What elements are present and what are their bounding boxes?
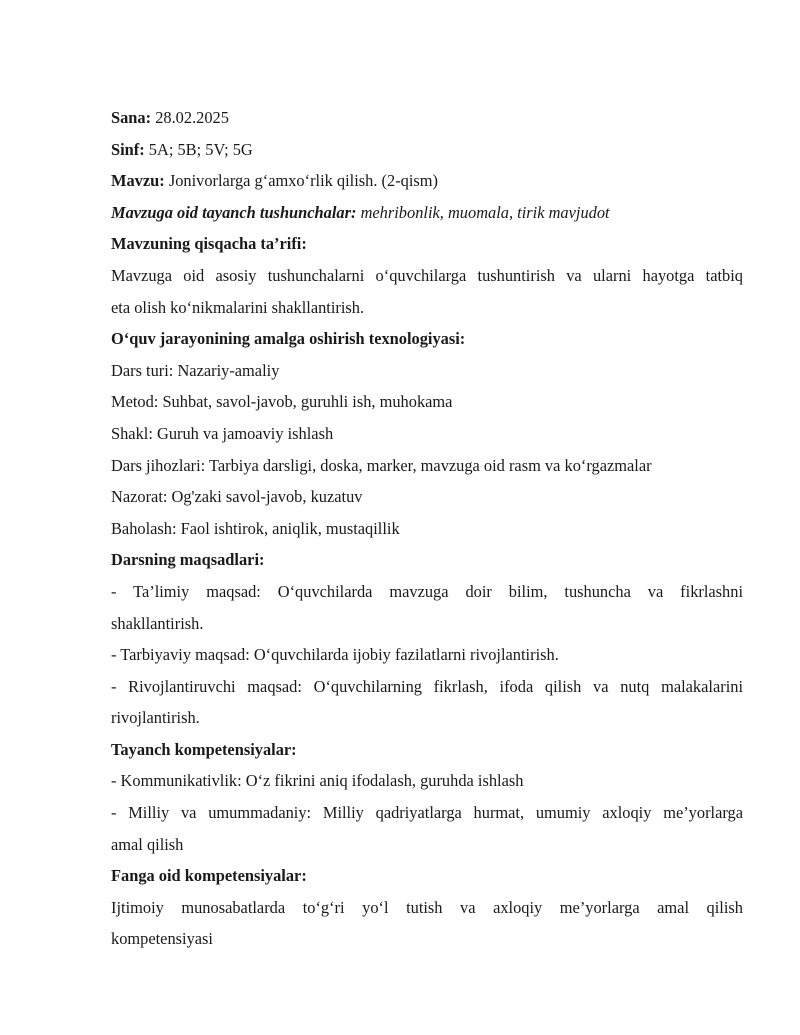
technology-heading: O‘quv jarayonining amalga oshirish texnologiyasi:: [111, 329, 466, 349]
technology-item-method: Metod: Suhbat, savol-javob, guruhli ish, muhokama: [111, 392, 453, 412]
goal-developmental-line-1: - Rivojlantiruvchi maqsad: O‘quvchilarning fikrlash, ifoda qilish va nutq malakalarini: [111, 676, 743, 696]
competency-national-line-2: amal qilish: [111, 834, 184, 854]
technology-item-control: Nazorat: Og'zaki savol-javob, kuzatuv: [111, 487, 363, 507]
competency-national-line-1: - Milliy va umummadaniy: Milliy qadriyatlarga hurmat, umumiy axloqiy me’yorlarga: [111, 803, 743, 823]
core-competencies-heading: Tayanch kompetensiyalar:: [111, 739, 297, 759]
brief-description-line-2: eta olish ko‘nikmalarini shakllantirish.: [111, 297, 365, 317]
goal-educational-line-1: - Ta’limiy maqsad: O‘quvchilarda mavzuga doir bilim, tushuncha va fikrlashni: [111, 581, 743, 601]
subject-competencies-line-2: kompetensiyasi: [111, 929, 213, 949]
class-label: Sinf:: [111, 139, 145, 159]
date-value: 28.02.2025: [151, 108, 229, 127]
key-concepts-row: [111, 197, 743, 229]
topic-label: Mavzu:: [111, 171, 165, 191]
class-value: 5A; 5B; 5V; 5G: [144, 139, 253, 159]
key-concepts-value: mehribonlik, muomala, tirik mavjudot: [356, 202, 610, 222]
date-label: Sana:: [111, 108, 152, 127]
goals-heading: Darsning maqsadlari:: [111, 550, 265, 570]
subject-competencies-line-1: Ijtimoiy munosabatlarda to‘g‘ri yo‘l tutish va axloqiy me’yorlarga amal qilish: [111, 897, 743, 917]
lesson-plan-document: [111, 102, 743, 955]
goal-educational-line-2: shakllantirish.: [111, 613, 204, 633]
brief-description-heading: Mavzuning qisqacha ta’rifi:: [111, 234, 307, 254]
technology-item-assessment: Baholash: Faol ishtirok, aniqlik, mustaqillik: [111, 518, 400, 538]
topic-row: [111, 165, 743, 197]
topic-value: Jonivorlarga g‘amxo‘rlik qilish. (2-qism): [164, 171, 439, 191]
technology-item-form: Shakl: Guruh va jamoaviy ishlash: [111, 423, 334, 443]
date-row: [111, 102, 743, 134]
competency-communicative: - Kommunikativlik: O‘z fikrini aniq ifodalash, guruhda ishlash: [111, 771, 524, 791]
technology-item-lesson-type: Dars turi: Nazariy-amaliy: [111, 360, 280, 380]
subject-competencies-heading: Fanga oid kompetensiyalar:: [111, 866, 307, 886]
class-row: [111, 134, 743, 166]
goal-developmental-line-2: rivojlantirish.: [111, 708, 200, 728]
technology-item-equipment: Dars jihozlari: Tarbiya darsligi, doska, marker, mavzuga oid rasm va ko‘rgazmalar: [111, 455, 652, 475]
goal-upbringing: - Tarbiyaviy maqsad: O‘quvchilarda ijobiy fazilatlarni rivojlantirish.: [111, 645, 559, 665]
brief-description-line-1: Mavzuga oid asosiy tushunchalarni o‘quvchilarga tushuntirish va ularni hayotga tatbiq: [111, 265, 743, 285]
key-concepts-label: Mavzuga oid tayanch tushunchalar:: [111, 202, 357, 222]
